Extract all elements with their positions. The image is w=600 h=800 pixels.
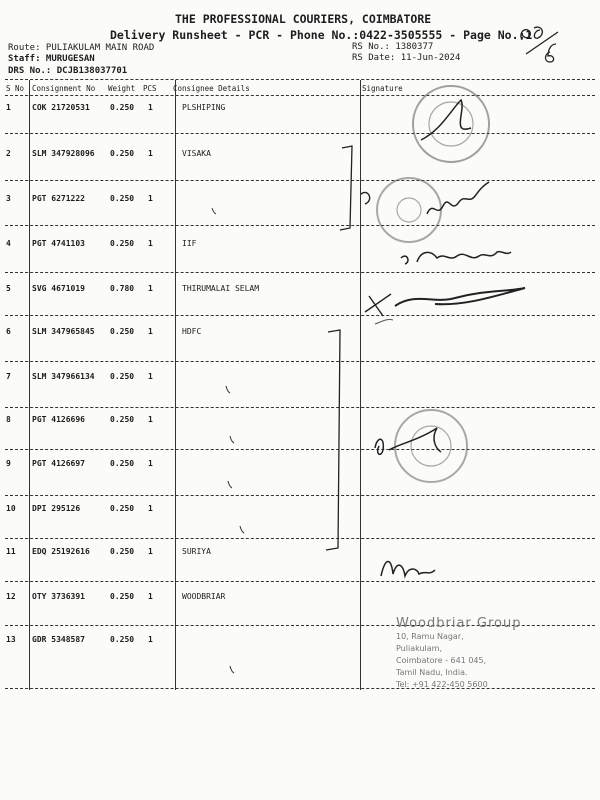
row-pcs: 1 bbox=[148, 103, 153, 112]
stamp-line: Coimbatore - 641 045, bbox=[396, 656, 487, 665]
row-pcs: 1 bbox=[148, 504, 153, 513]
drs-label: DRS No.: DCJB138037701 bbox=[8, 66, 128, 76]
row-pcs: 1 bbox=[148, 547, 153, 556]
row-consignee: WOODBRIAR bbox=[182, 592, 226, 601]
row-sno: 5 bbox=[6, 284, 11, 293]
row-sno: 9 bbox=[6, 459, 11, 468]
rs-date-label: RS Date: 11-Jun-2024 bbox=[352, 53, 461, 63]
stamp-line: Tamil Nadu, India. bbox=[396, 668, 468, 677]
col-signature: Signature bbox=[362, 84, 403, 93]
row-consignment: COK 21720531 bbox=[32, 103, 90, 112]
row-consignee: VISAKA bbox=[182, 149, 211, 158]
row-weight: 0.250 bbox=[110, 504, 135, 513]
row-sno: 6 bbox=[6, 327, 11, 336]
runsheet-title: Delivery Runsheet - PCR - Phone No.:0422-3505555 - Page No.:1 bbox=[110, 28, 533, 42]
row-sno: 13 bbox=[6, 635, 16, 644]
row-consignee: HDFC bbox=[182, 327, 202, 336]
signature-area bbox=[361, 80, 595, 690]
row-consignment: SVG 4671019 bbox=[32, 284, 85, 293]
stamp-line: Tel: +91 422-450 5600 bbox=[396, 680, 488, 689]
row-pcs: 1 bbox=[148, 149, 153, 158]
handwritten-count bbox=[510, 18, 570, 66]
row-consignment: SLM 347928096 bbox=[32, 149, 95, 158]
row-weight: 0.780 bbox=[110, 284, 135, 293]
row-pcs: 1 bbox=[148, 592, 153, 601]
row-weight: 0.250 bbox=[110, 239, 135, 248]
row-weight: 0.250 bbox=[110, 547, 135, 556]
col-sno: S No bbox=[6, 84, 25, 93]
row-weight: 0.250 bbox=[110, 327, 135, 336]
handwritten-marks bbox=[176, 96, 360, 690]
row-weight: 0.250 bbox=[110, 372, 135, 381]
stamp-brand: Woodbriar Group bbox=[396, 616, 522, 631]
row-pcs: 1 bbox=[148, 415, 153, 424]
row-consignment: PGT 4126696 bbox=[32, 415, 85, 424]
row-consignee: IIF bbox=[182, 239, 197, 248]
row-pcs: 1 bbox=[148, 239, 153, 248]
row-pcs: 1 bbox=[148, 327, 153, 336]
company-title: THE PROFESSIONAL COURIERS, COIMBATORE bbox=[175, 12, 432, 26]
row-sno: 10 bbox=[6, 504, 16, 513]
woodbriar-stamp bbox=[396, 616, 521, 691]
stamp-line: 10, Ramu Nagar, bbox=[396, 632, 464, 641]
row-consignee: PLSHIPING bbox=[182, 103, 226, 112]
row-weight: 0.250 bbox=[110, 194, 135, 203]
row-consignment: EDQ 25192616 bbox=[32, 547, 90, 556]
row-sno: 12 bbox=[6, 592, 16, 601]
row-consignment: GDR 5348587 bbox=[32, 635, 85, 644]
row-sno: 7 bbox=[6, 372, 11, 381]
row-consignment: PGT 4741103 bbox=[32, 239, 85, 248]
col-consignment: Consignment No bbox=[32, 84, 96, 93]
row-weight: 0.250 bbox=[110, 149, 135, 158]
col-consignee: Consignee Details bbox=[173, 84, 250, 93]
rs-no-label: RS No.: 1380377 bbox=[352, 42, 434, 52]
row-weight: 0.250 bbox=[110, 592, 135, 601]
route-label: Route: PULIAKULAM MAIN ROAD bbox=[8, 43, 155, 53]
col-divider-1 bbox=[29, 80, 30, 690]
staff-label: Staff: MURUGESAN bbox=[8, 54, 95, 64]
row-weight: 0.250 bbox=[110, 103, 135, 112]
row-pcs: 1 bbox=[148, 635, 153, 644]
row-consignee: THIRUMALAI SELAM bbox=[182, 284, 260, 293]
row-sno: 8 bbox=[6, 415, 11, 424]
row-sno: 2 bbox=[6, 149, 11, 158]
row-weight: 0.250 bbox=[110, 459, 135, 468]
col-weight: Weight bbox=[108, 84, 136, 93]
row-consignment: DPI 295126 bbox=[32, 504, 81, 513]
row-sno: 3 bbox=[6, 194, 11, 203]
row-consignment: SLM 347965845 bbox=[32, 327, 95, 336]
row-consignment: PGT 6271222 bbox=[32, 194, 85, 203]
stamp-line: Puliakulam, bbox=[396, 644, 443, 653]
row-pcs: 1 bbox=[148, 284, 153, 293]
row-weight: 0.250 bbox=[110, 415, 135, 424]
row-pcs: 1 bbox=[148, 459, 153, 468]
row-pcs: 1 bbox=[148, 194, 153, 203]
col-pcs: PCS bbox=[143, 84, 157, 93]
row-sno: 11 bbox=[6, 547, 16, 556]
row-sno: 4 bbox=[6, 239, 11, 248]
row-consignment: SLM 347966134 bbox=[32, 372, 95, 381]
row-consignee: SURIYA bbox=[182, 547, 211, 556]
row-sno: 1 bbox=[6, 103, 11, 112]
row-consignment: OTY 3736391 bbox=[32, 592, 85, 601]
row-pcs: 1 bbox=[148, 372, 153, 381]
row-weight: 0.250 bbox=[110, 635, 135, 644]
row-consignment: PGT 4126697 bbox=[32, 459, 85, 468]
